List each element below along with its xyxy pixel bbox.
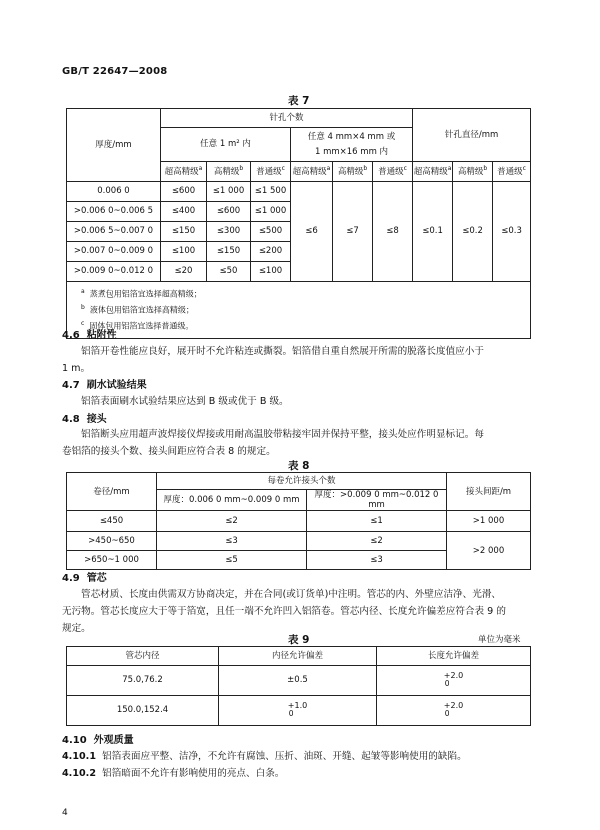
table9-caption: 表 9: [288, 634, 310, 646]
diameter-normal-cell: ≤0.3: [493, 182, 531, 282]
header-joint-spacing: 接头间距/m: [447, 473, 531, 511]
header-area-small: [291, 128, 413, 162]
diameter-super-cell: ≤0.1: [413, 182, 453, 282]
header-inner-diameter-tolerance: 内径允许偏差: [219, 647, 377, 666]
joint-count-cell: ≤2: [157, 511, 307, 532]
diameter-high-cell: ≤0.2: [453, 182, 493, 282]
count-cell: ≤600: [161, 182, 207, 202]
core-diameter-cell: 75.0,76.2: [67, 666, 219, 696]
count-cell: ≤1 000: [251, 202, 291, 222]
header-roll-diameter: 卷径/mm: [67, 473, 157, 511]
header-thickness: 厚度/mm: [67, 109, 161, 182]
note-item: $^c$ 固体包用铝箔宜选择普通级。: [81, 319, 194, 331]
section-4-8-heading: 4.8 接头: [62, 414, 107, 425]
note-item: $^b$ 液体包用铝箔宜选择高精级；: [81, 303, 194, 315]
count-cell: ≤150: [161, 222, 207, 242]
grade-super-1: 超高精级$^a$: [161, 162, 207, 182]
table7-caption: 表 7: [288, 95, 310, 107]
page-number: 4: [62, 808, 68, 818]
section-4-9-heading: 4.9 管芯: [62, 573, 107, 584]
roll-diameter-cell: ≤450: [67, 511, 157, 532]
joint-count-cell: ≤3: [157, 532, 307, 551]
count-cell: ≤1 000: [207, 182, 251, 202]
table9-unit: 单位为毫米: [478, 635, 521, 645]
section-4-8-body: 铝箔断头应用超声波焊接仪焊接或用耐高温胶带粘接牢固并保持平整，接头处应作明显标记。每 卷铝箔的接头个数、接头间距应符合表 8 的规定。: [62, 429, 484, 457]
grade-high-1: 高精级$^b$: [207, 162, 251, 182]
section-4-7-heading: 4.7 刷水试验结果: [62, 380, 147, 391]
joint-count-cell: ≤2: [307, 532, 447, 551]
thickness-cell: >0.009 0~0.012 0: [67, 262, 161, 282]
inner-tolerance-cell: ±0.5: [219, 666, 377, 696]
joint-count-cell: ≤5: [157, 551, 307, 570]
area2-normal-cell: ≤8: [373, 182, 413, 282]
joint-spacing-cell: >2 000: [447, 532, 531, 570]
grade-super-2: 超高精级$^a$: [291, 162, 333, 182]
table7-notes: [67, 282, 531, 339]
header-joint-count: 每卷允许接头个数: [157, 473, 447, 490]
table8: [66, 472, 531, 570]
thickness-cell: >0.006 5~0.007 0: [67, 222, 161, 242]
count-cell: ≤100: [251, 262, 291, 282]
count-cell: ≤1 500: [251, 182, 291, 202]
header-area-small-line1: 任意 4 mm×4 mm 或: [307, 132, 396, 143]
joint-count-cell: ≤3: [307, 551, 447, 570]
length-tolerance-cell: +2.0 0: [377, 696, 531, 726]
header-length-tolerance: 长度允许偏差: [377, 647, 531, 666]
thickness-cell: 0.006 0: [67, 182, 161, 202]
count-cell: ≤20: [161, 262, 207, 282]
grade-super-3: 超高精级$^a$: [413, 162, 453, 182]
joint-spacing-cell: >1 000: [447, 511, 531, 532]
core-diameter-cell: 150.0,152.4: [67, 696, 219, 726]
section-4-7-body: 铝箔表面刷水试验结果应达到 B 级或优于 B 级。: [81, 396, 289, 407]
grade-high-3: 高精级$^b$: [453, 162, 493, 182]
inner-tolerance-cell: +1.0 0: [219, 696, 377, 726]
section-4-6-heading: 4.6 粘附性: [62, 330, 117, 341]
grade-high-2: 高精级$^b$: [333, 162, 373, 182]
roll-diameter-cell: >650~1 000: [67, 551, 157, 570]
section-4-9-body: 管芯材质、长度由供需双方协商决定，并在合同(或订货单)中注明。管芯的内、外壁应洁净、光滑、 无污物。管芯长度应大于等于箔宽，且任一端不允许凹入铝箔卷。管芯内径、长度允许偏差应符合表 9 的 规定。: [62, 589, 506, 634]
section-4-10-2: 4.10.2 铝箔暗面不允许有影响使用的亮点、白条。: [62, 768, 285, 779]
count-cell: ≤50: [207, 262, 251, 282]
area2-high-cell: ≤7: [333, 182, 373, 282]
thickness-cell: >0.007 0~0.009 0: [67, 242, 161, 262]
count-cell: ≤400: [161, 202, 207, 222]
roll-diameter-cell: >450~650: [67, 532, 157, 551]
header-area-1m2: 任意 1 m² 内: [161, 128, 291, 162]
count-cell: ≤100: [161, 242, 207, 262]
standard-code: GB/T 22647—2008: [62, 66, 168, 77]
grade-normal-3: 普通级$^c$: [493, 162, 531, 182]
grade-normal-2: 普通级$^c$: [373, 162, 413, 182]
length-tolerance-cell: +2.0 0: [377, 666, 531, 696]
joint-count-cell: ≤1: [307, 511, 447, 532]
note-item: $^a$ 蒸煮包用铝箔宜选择超高精级；: [81, 288, 202, 299]
header-core-inner-diameter: 管芯内径: [67, 647, 219, 666]
table9: [66, 646, 531, 726]
section-4-10-heading: 4.10 外观质量: [62, 735, 134, 746]
header-area-small-line2: 1 mm×16 mm 内: [314, 146, 389, 157]
header-thickness-thick: 厚度：>0.009 0 mm~0.012 0 mm: [307, 490, 447, 511]
thickness-cell: >0.006 0~0.006 5: [67, 202, 161, 222]
count-cell: ≤200: [251, 242, 291, 262]
grade-normal-1: 普通级$^c$: [251, 162, 291, 182]
header-thickness-thin: 厚度：0.006 0 mm~0.009 0 mm: [157, 490, 307, 511]
count-cell: ≤150: [207, 242, 251, 262]
table8-caption: 表 8: [288, 460, 310, 472]
count-cell: ≤600: [207, 202, 251, 222]
count-cell: ≤500: [251, 222, 291, 242]
section-4-10-1: 4.10.1 铝箔表面应平整、洁净，不允许有腐蚀、压折、油斑、开缝、起皱等影响使用的缺陷。: [62, 751, 467, 762]
area2-super-cell: ≤6: [291, 182, 333, 282]
header-pinhole-count: 针孔个数: [161, 109, 413, 128]
table7: [66, 108, 531, 339]
section-4-6-body: 铝箔开卷性能应良好，展开时不允许粘连或撕裂。铝箔借自重自然展开所需的脱落长度值应小于 1 m。: [62, 346, 484, 374]
count-cell: ≤300: [207, 222, 251, 242]
header-pinhole-diameter: 针孔直径/mm: [413, 109, 531, 162]
